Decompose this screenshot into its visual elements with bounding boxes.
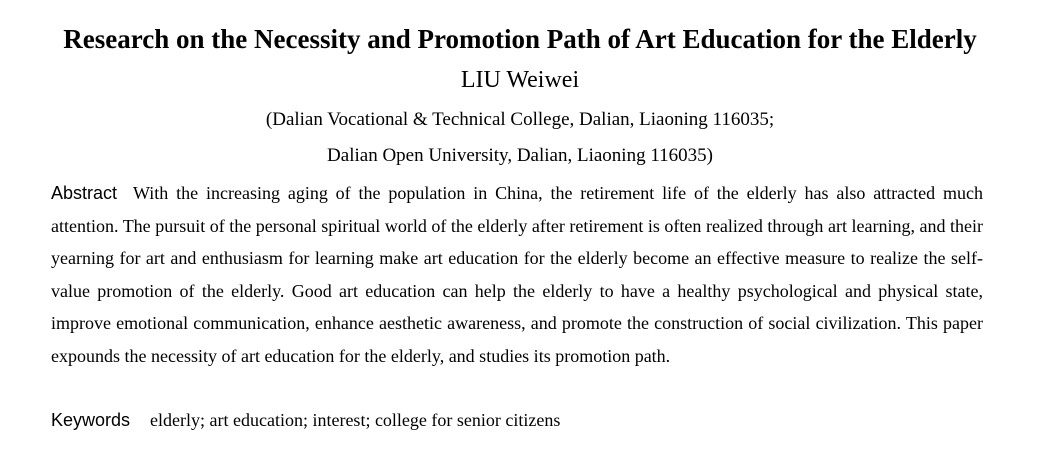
- keywords-section: [51, 404, 983, 436]
- affiliation-line-2: Dalian Open University, Dalian, Liaoning 116035): [327, 145, 713, 166]
- keywords-text: elderly; art education; interest; college for senior citizens: [150, 410, 561, 430]
- keywords-label: Keywords: [51, 410, 131, 430]
- author-name: LIU Weiwei: [460, 67, 580, 93]
- abstract-section: [51, 177, 983, 373]
- affiliation-line-1: (Dalian Vocational & Technical College, Dalian, Liaoning 116035;: [265, 109, 775, 130]
- abstract-label: Abstract: [51, 183, 118, 203]
- paper-title: Research on the Necessity and Promotion Path of Art Education for the Elderly: [63, 24, 977, 54]
- abstract-text: With the increasing aging of the population in China, the retirement life of the elderly has also attracted much attention. The pursuit of the personal spiritual world of the elderly after retirement is often realized through art learning, and their yearning for art and enthusiasm for learning make art education for the elderly become an effective measure to realize the self-value promotion of the elderly. Good art education can help the elderly to have a healthy psychological and physical state, improve emotional communication, enhance aesthetic awareness, and promote the construction of social civilization. This paper expounds the necessity of art education for the elderly, and studies its promotion path.: [51, 183, 983, 366]
